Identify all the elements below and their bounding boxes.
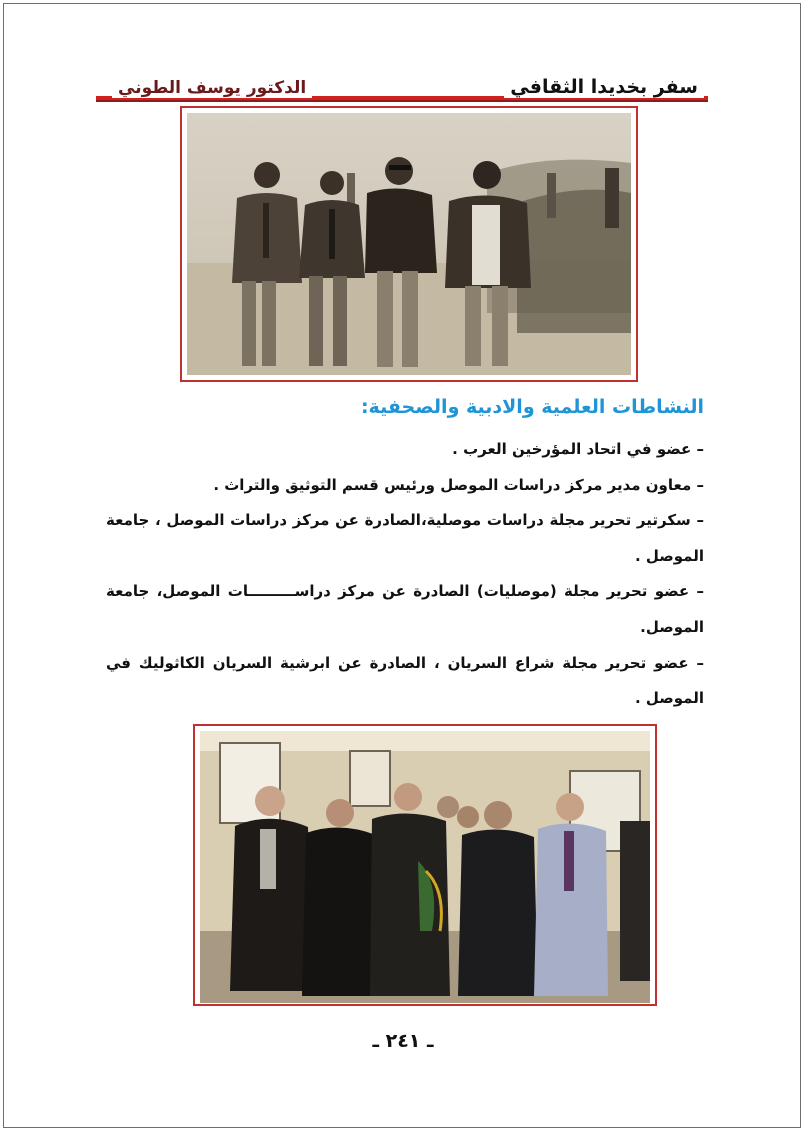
outdoor-photo-image <box>187 113 631 375</box>
header-rule-shadow <box>96 100 708 102</box>
indoor-photo-image <box>200 731 650 1003</box>
list-item: – عضو في اتحاد المؤرخين العرب . <box>452 440 704 458</box>
list-item: – معاون مدير مركز دراسات الموصل ورئيس قسم التوثيق والتراث . <box>213 475 704 494</box>
list-item: – سكرتير تحرير مجلة دراسات موصلية،الصادرة عن مركز دراسات الموصل ، جامعة الموصل . <box>106 511 704 565</box>
photo-group-outdoors <box>180 106 638 382</box>
series-title: سفر بخديدا الثقافي <box>504 76 704 98</box>
page-number: ـ ٢٤١ ـ <box>372 1030 434 1052</box>
author-name: الدكتور يوسف الطوني <box>112 78 312 98</box>
list-item: – عضو تحرير مجلة شراع السريان ، الصادرة عن ابرشية السريان الكاثوليك في الموصل . <box>106 653 704 708</box>
section-heading: النشاطات العلمية والادبية والصحفية: <box>360 396 704 418</box>
activities-list <box>106 432 704 717</box>
photo-group-indoors <box>193 724 657 1006</box>
list-item: – عضو تحرير مجلة (موصليات) الصادرة عن مركز دراســـــــــات الموصل، جامعة الموصل. <box>106 582 704 636</box>
